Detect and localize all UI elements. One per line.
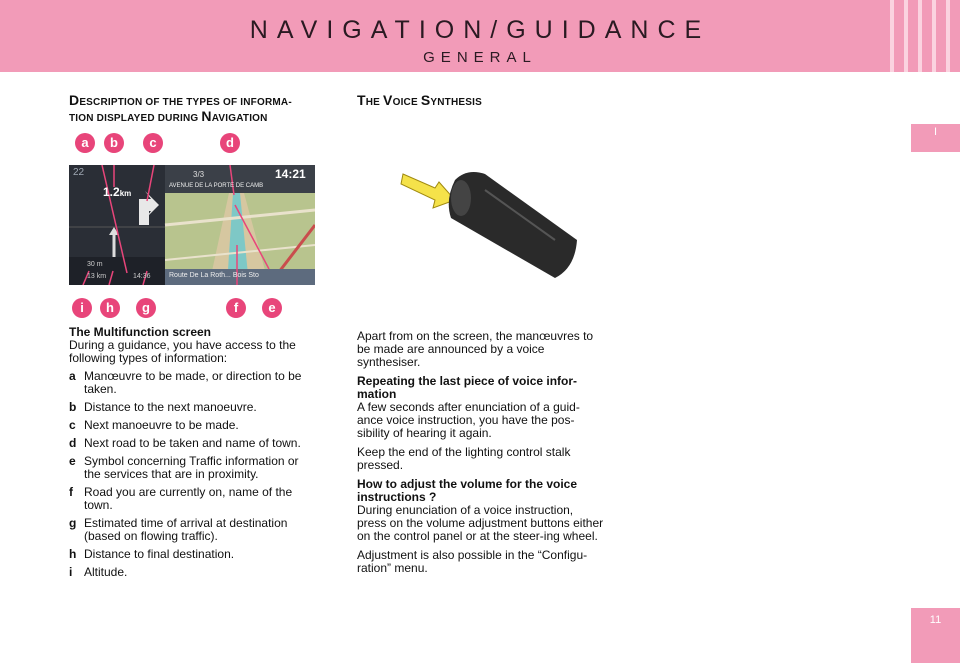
paragraph-repeat: Repeating the last piece of voice infor-mation A few seconds after enunciation of a guid-ance voice instruction, you have the pos-sibility of hearing it again. xyxy=(357,374,580,440)
voice-synthesis-text xyxy=(357,330,605,581)
list-item: i Altitude. xyxy=(69,565,128,579)
arrow-icon xyxy=(401,174,455,208)
callout-c: c xyxy=(143,133,163,153)
page-title: NAVIGATION/GUIDANCE xyxy=(249,16,711,44)
callout-h: h xyxy=(100,298,120,318)
list-item: h Distance to final destination. xyxy=(69,547,235,561)
paragraph: Adjustment is also possible in the “Configu-ration” menu. xyxy=(357,548,588,575)
screen-counter: 3/3 xyxy=(193,170,205,179)
callout-g: g xyxy=(136,298,156,318)
page-subtitle: GENERAL xyxy=(423,49,537,66)
screen-current-road: Route De La Roth... Bois Sto xyxy=(169,272,259,279)
page-number: 11 xyxy=(911,608,960,663)
intro-text: During a guidance, you have access to the following types of information: xyxy=(69,338,296,365)
page-header xyxy=(0,0,960,72)
screen-remaining: 13 km xyxy=(87,273,107,280)
callout-e: e xyxy=(262,298,282,318)
screen-time: 14:21 xyxy=(275,167,306,181)
list-item: d Next road to be taken and name of town. xyxy=(69,436,301,450)
section-title-voice-synthesis: THE VOICE SYNTHESIS xyxy=(357,92,482,108)
callout-d: d xyxy=(220,133,240,153)
list-item: g Estimated time of arrival at destination (based on flowing traffic). xyxy=(69,516,288,543)
navigation-screen-image xyxy=(69,165,315,285)
section-title-description: DESCRIPTION OF THE TYPES OF INFORMA- TION DISPLAYED DURING NAVIGATION xyxy=(69,92,292,124)
intro-heading: The Multifunction screen xyxy=(69,325,212,339)
callout-b: b xyxy=(104,133,124,153)
list-item: a Manœuvre to be made, or direction to be taken. xyxy=(69,369,302,396)
list-item: e Symbol concerning Traffic information or the services that are in proximity. xyxy=(69,454,299,481)
lighting-stalk-illustration xyxy=(355,160,585,290)
screen-next-road: AVENUE DE LA PORTE DE CAMB xyxy=(169,183,264,189)
list-item: c Next manoeuvre to be made. xyxy=(69,418,239,432)
screen-altitude: 30 m xyxy=(87,261,103,268)
chapter-tab[interactable]: I xyxy=(911,124,960,152)
callout-i: i xyxy=(72,298,92,318)
paragraph: Apart from on the screen, the manœuvres to be made are announced by a voice synthesiser. xyxy=(357,329,594,369)
header-stripes xyxy=(890,0,950,72)
screen-top-left: 22 xyxy=(73,167,85,178)
paragraph: Keep the end of the lighting control stalk pressed. xyxy=(357,445,571,472)
callout-a: a xyxy=(75,133,95,153)
screen-eta: 14:36 xyxy=(133,273,151,280)
paragraph-volume: How to adjust the volume for the voice instructions ? During enunciation of a voice instruction, press on the volume adjustment buttons either on the control panel or at the steer-ing wheel. xyxy=(357,477,604,543)
list-item: b Distance to the next manoeuvre. xyxy=(69,400,257,414)
list-item: f Road you are currently on, name of the town. xyxy=(69,485,293,512)
callout-f: f xyxy=(226,298,246,318)
screen-distance: 1.2km xyxy=(103,185,132,199)
multifunction-screen-description xyxy=(69,326,317,579)
